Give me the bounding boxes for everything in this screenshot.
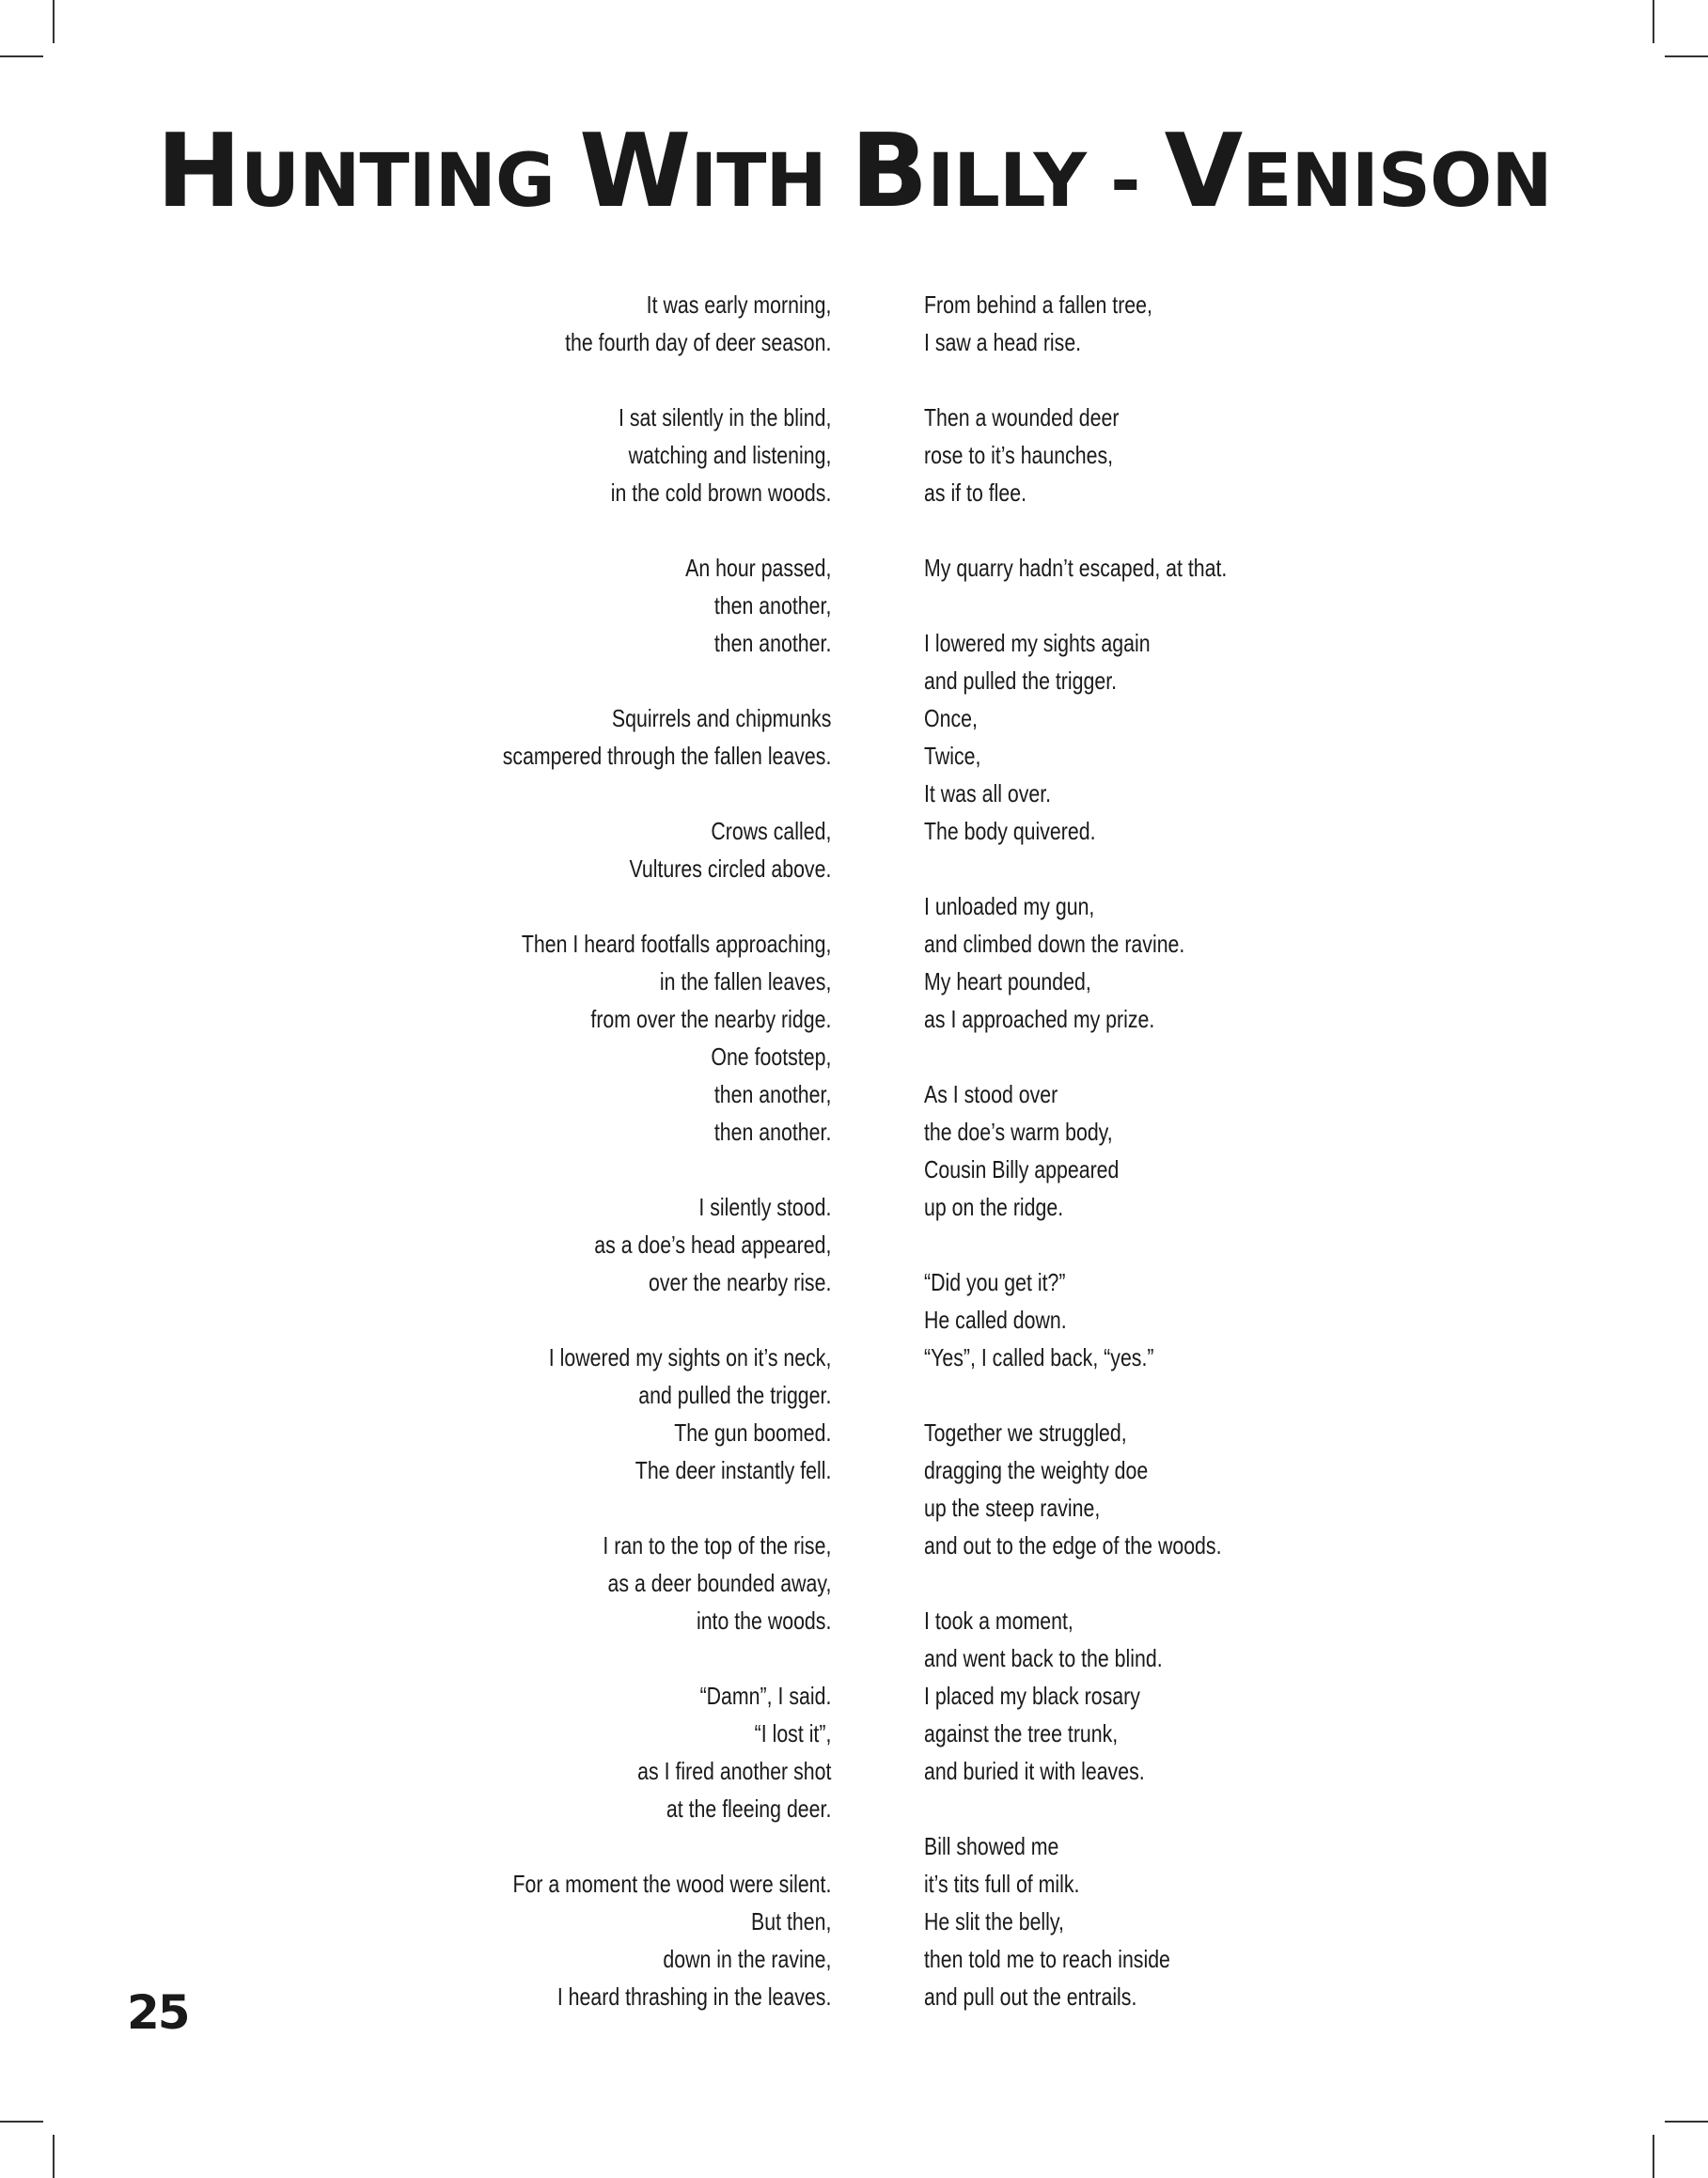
poem-line: “Did you get it?” [924, 1268, 1066, 1296]
poem-line: It was all over. [924, 779, 1052, 807]
crop-mark-bottom-right [1653, 2135, 1654, 2178]
poem-line: As I stood over [924, 1080, 1058, 1108]
poem-line: He called down. [924, 1306, 1067, 1334]
poem-line: Once, [924, 704, 978, 732]
poem-line: Then I heard footfalls approaching, [521, 930, 831, 958]
poem-line: It was early morning, [646, 290, 831, 319]
poem-line: over the nearby rise. [648, 1268, 831, 1296]
poem-line: from over the nearby ridge. [590, 1005, 831, 1033]
poem-stanza [924, 1602, 1227, 1790]
poem-left-column [502, 286, 831, 2053]
poem-line: The gun boomed. [673, 1418, 831, 1447]
poem-line: down in the ravine, [663, 1945, 831, 1973]
poem-line: “I lost it”, [754, 1719, 831, 1747]
poem-line: and buried it with leaves. [924, 1757, 1145, 1785]
poem-line: I took a moment, [924, 1606, 1073, 1635]
title-word: HUNTING [156, 113, 580, 230]
poem-line: My quarry hadn’t escaped, at that. [924, 554, 1228, 582]
poem-line: and pulled the trigger. [924, 666, 1118, 695]
poem-stanza [924, 399, 1227, 511]
poem-line: I saw a head rise. [924, 328, 1082, 356]
poem-line: “Yes”, I called back, “yes.” [924, 1343, 1154, 1371]
poem-line: then another, [713, 591, 831, 619]
poem-stanza [924, 624, 1227, 850]
poem-stanza [502, 286, 831, 361]
poem-line: the fourth day of deer season. [564, 328, 831, 356]
poem-line: I ran to the top of the rise, [603, 1531, 831, 1559]
poem-line: the doe’s warm body, [924, 1118, 1113, 1146]
poem-line: Vultures circled above. [629, 854, 831, 883]
poem-stanza [924, 1263, 1227, 1376]
poem-line: The body quivered. [924, 817, 1096, 845]
poem-line: rose to it’s haunches, [924, 441, 1114, 469]
poem-line: dragging the weighty doe [924, 1456, 1149, 1484]
poem-line: against the tree trunk, [924, 1719, 1119, 1747]
poem-line: as I approached my prize. [924, 1005, 1155, 1033]
poem-line: Together we struggled, [924, 1418, 1127, 1447]
title-word: VENISON [1164, 113, 1552, 230]
poem-line: and pulled the trigger. [637, 1381, 831, 1409]
poem-stanza [924, 887, 1227, 1038]
poem-line: I lowered my sights on it’s neck, [548, 1343, 831, 1371]
poem-line: He slit the belly, [924, 1907, 1064, 1935]
poem-stanza [502, 699, 831, 775]
poem-line: up on the ridge. [924, 1193, 1064, 1221]
crop-mark-top-right [1653, 0, 1654, 43]
poem-line: Cousin Billy appeared [924, 1155, 1120, 1183]
poem-line: I placed my black rosary [924, 1682, 1140, 1710]
poem-line: I sat silently in the blind, [618, 403, 831, 431]
poem-line: it’s tits full of milk. [924, 1870, 1080, 1898]
poem-line: For a moment the wood were silent. [512, 1870, 831, 1898]
poem-line: I heard thrashing in the leaves. [556, 1982, 831, 2011]
poem-stanza [502, 549, 831, 662]
poem-right-column [924, 286, 1227, 2053]
poem-line: then another. [713, 629, 831, 657]
poem-line: as I fired another shot [636, 1757, 831, 1785]
poem-line: then another, [713, 1080, 831, 1108]
poem-line: Then a wounded deer [924, 403, 1120, 431]
poem-stanza [924, 1414, 1227, 1564]
poem-stanza [502, 1527, 831, 1639]
poem-line: Crows called, [711, 817, 831, 845]
poem-line: “Damn”, I said. [699, 1682, 831, 1710]
poem-line: scampered through the fallen leaves. [502, 742, 831, 770]
poem-line: as a doe’s head appeared, [593, 1230, 831, 1259]
crop-mark-top-left [53, 0, 55, 43]
poem-line: as a deer bounded away, [607, 1569, 831, 1597]
poem-line: up the steep ravine, [924, 1494, 1101, 1522]
poem-line: Bill showed me [924, 1832, 1059, 1860]
poem-line: One footstep, [710, 1042, 831, 1071]
poem-line: But then, [750, 1907, 831, 1935]
poem-line: and climbed down the ravine. [924, 930, 1185, 958]
poem-line: My heart pounded, [924, 967, 1091, 995]
title-word: BILLY - [850, 113, 1165, 230]
crop-mark-top-left [0, 55, 43, 57]
poem-stanza [502, 1339, 831, 1489]
poem-line: I silently stood. [697, 1193, 831, 1221]
poem-line: Twice, [924, 742, 981, 770]
page-number: 25 [127, 1985, 189, 2040]
poem-line: into the woods. [696, 1606, 831, 1635]
poem-line: Squirrels and chipmunks [611, 704, 831, 732]
poem-stanza [924, 1075, 1227, 1226]
poem-line: and out to the edge of the woods. [924, 1531, 1222, 1559]
title-word: WITH [579, 113, 851, 230]
poem-stanza [502, 1188, 831, 1301]
poem-line: From behind a fallen tree, [924, 290, 1152, 319]
crop-mark-bottom-left [53, 2135, 55, 2178]
poem-stanza [502, 812, 831, 887]
poem-line: in the fallen leaves, [659, 967, 831, 995]
poem-line: then another. [713, 1118, 831, 1146]
poem-stanza [502, 1677, 831, 1827]
poem-stanza [924, 1827, 1227, 2015]
poem-line: I lowered my sights again [924, 629, 1151, 657]
page-title [0, 113, 1708, 230]
poem-line: The deer instantly fell. [635, 1456, 831, 1484]
poem-stanza [502, 1865, 831, 2015]
poem-line: in the cold brown woods. [610, 478, 831, 507]
poem-line: watching and listening, [628, 441, 831, 469]
poem-line: An hour passed, [684, 554, 831, 582]
crop-mark-bottom-right [1665, 2121, 1708, 2123]
poem-stanza [502, 925, 831, 1151]
poem-stanza [924, 286, 1227, 361]
poem-line: then told me to reach inside [924, 1945, 1170, 1973]
poem-line: I unloaded my gun, [924, 892, 1095, 920]
poem-line: at the fleeing deer. [666, 1794, 831, 1823]
poem-stanza [502, 399, 831, 511]
crop-mark-bottom-left [0, 2121, 43, 2123]
poem-line: and went back to the blind. [924, 1644, 1163, 1672]
crop-mark-top-right [1665, 55, 1708, 57]
poem-line: and pull out the entrails. [924, 1982, 1137, 2011]
poem-stanza [924, 549, 1227, 587]
poem-line: as if to flee. [924, 478, 1027, 507]
